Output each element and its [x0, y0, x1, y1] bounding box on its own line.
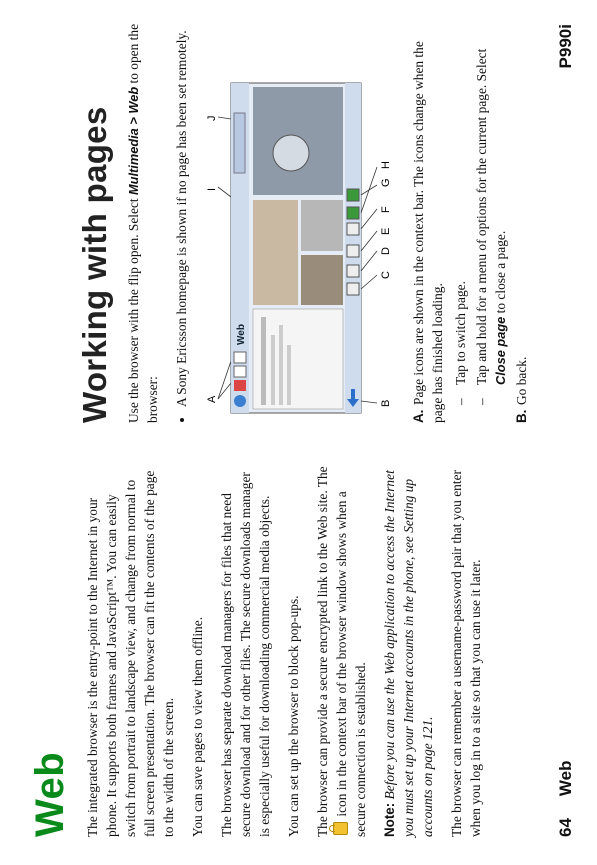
callout-b: B	[380, 399, 392, 407]
callout-f: F	[380, 206, 392, 213]
lock-icon	[333, 822, 348, 835]
callout-i: I	[206, 187, 218, 191]
toolbar-button-d[interactable]	[347, 265, 359, 277]
menu-path: Multimedia > Web	[126, 86, 141, 196]
sub-item-switch: – Tap to switch page.	[451, 23, 470, 423]
toolbar-button-g[interactable]	[347, 207, 359, 219]
offline-paragraph: You can save pages to view them offline.	[190, 616, 205, 837]
secure-text-end: icon in the context bar of the browser window shows when a secure connection is established.	[334, 491, 368, 837]
page-number: 64	[556, 818, 575, 837]
intro-text-end: to open the browser:	[126, 23, 160, 423]
browser-screenshot-figure	[201, 23, 401, 423]
footer-section: Web	[556, 760, 575, 797]
page-icon-3[interactable]	[234, 352, 246, 363]
browser-screenshot	[201, 23, 401, 423]
callout-j: J	[206, 115, 218, 121]
bullet-list	[172, 23, 191, 423]
bullet-homepage: • A Sony Ericsson homepage is shown if no page has been set remotely.	[172, 23, 191, 407]
page-footer	[556, 761, 576, 838]
open-browser-paragraph	[124, 23, 162, 423]
download-paragraph: The browser has separate download managers for files that need secure download and for other files. The secure downloads manager is especially useful for downloading commercial media objects.	[219, 472, 272, 837]
right-column	[76, 23, 535, 423]
secure-paragraph	[313, 465, 370, 837]
sub-item-menu	[472, 23, 510, 423]
close-page-label: Close page	[493, 316, 508, 385]
legend-b	[512, 23, 531, 423]
toolbar-button-e[interactable]	[347, 245, 359, 257]
sub-item-menu-text: Tap and hold for a menu of options for the current page. Select	[474, 48, 489, 385]
callout-e: E	[380, 227, 392, 235]
note-paragraph	[380, 465, 437, 837]
web-app-label: Web	[236, 324, 247, 345]
left-column	[28, 465, 495, 837]
callout-h: H	[380, 161, 392, 169]
toolbar-button-h[interactable]	[347, 189, 359, 201]
legend-a-key: A.	[411, 409, 426, 423]
legend-b-key: B.	[514, 409, 529, 423]
model-name: P990i	[556, 24, 575, 69]
globe-icon	[234, 395, 246, 407]
page-icon-2[interactable]	[234, 366, 246, 377]
legend-a	[409, 23, 447, 423]
section-title: Working with pages	[76, 106, 113, 423]
note-text: Before you can use the Web application to access the Internet you must set up your Internet accounts in the phone, see Setting up accounts on page 121.	[382, 470, 435, 837]
sub-item-menu-text-end: to close a page.	[493, 230, 508, 314]
page-title: Web	[28, 751, 72, 837]
intro-text: Use the browser with the flip open. Select	[126, 198, 141, 423]
legend-b-text: Go back.	[514, 356, 529, 405]
note-label: Note:	[382, 802, 397, 837]
intro-paragraph: The integrated browser is the entry-point to the Internet in your phone. It supports both frames and JavaScript™. You can easily switch from portrait to landscape view, and change from normal to full screen presentation. The browser can fit the contents of the page to the width of the screen.	[85, 470, 176, 837]
callout-g: G	[380, 178, 392, 187]
password-paragraph: The browser can remember a username-password pair that you enter when you log in to a site so that you can use it later.	[449, 470, 483, 837]
toolbar-button-f[interactable]	[347, 223, 359, 235]
popup-paragraph: You can set up the browser to block pop-ups.	[286, 595, 301, 837]
secure-text-start: The browser can provide a secure encrypted link to the Web site. The	[315, 466, 330, 837]
callout-c: C	[380, 271, 392, 279]
legend-a-text: Page icons are shown in the context bar. The icons change when the page has finished loading.	[411, 41, 445, 423]
page-icon-1[interactable]	[234, 380, 246, 391]
callout-a: A	[206, 395, 218, 403]
callout-d: D	[380, 247, 392, 255]
toolbar-button-c[interactable]	[347, 283, 359, 295]
address-bar[interactable]	[234, 113, 245, 173]
